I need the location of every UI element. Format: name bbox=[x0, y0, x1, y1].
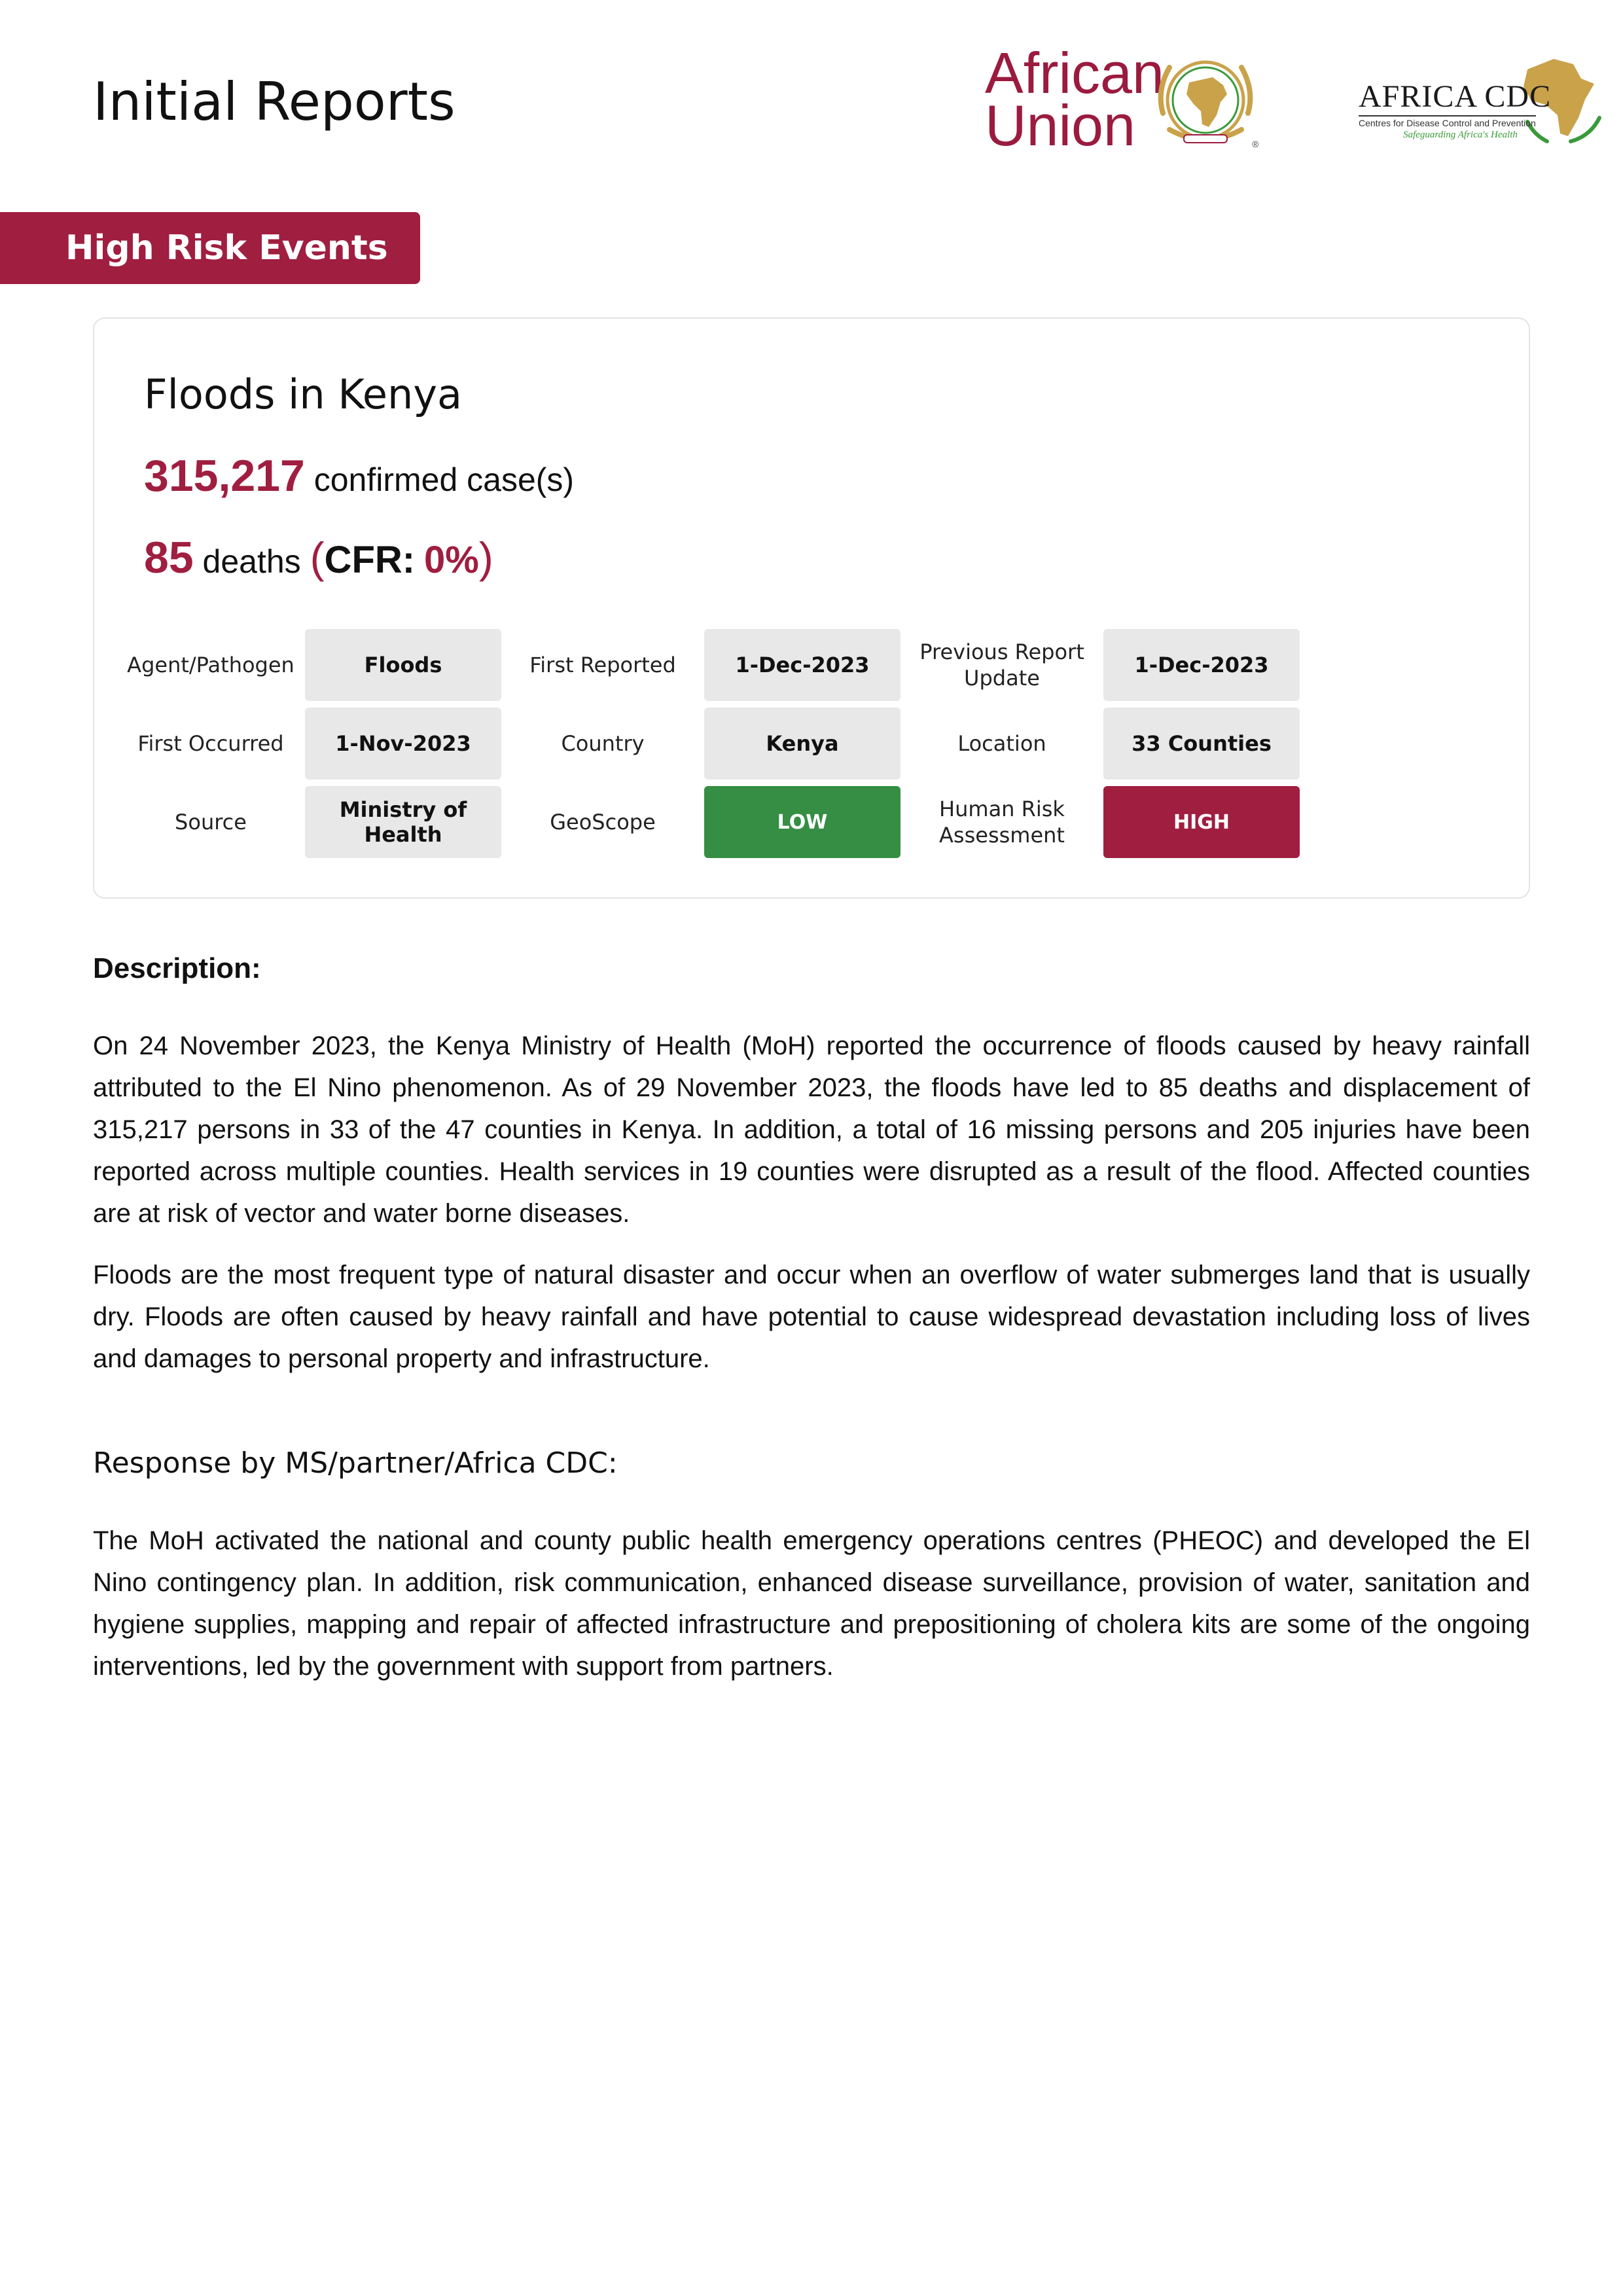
cases-line bbox=[144, 446, 574, 509]
deaths-text: deaths bbox=[202, 543, 301, 580]
previous-update-label: Previous Report Update bbox=[919, 639, 1084, 691]
first-occurred-value: 1-Nov-2023 bbox=[305, 708, 501, 780]
location-label: Location bbox=[957, 731, 1046, 756]
au-emblem-icon bbox=[1150, 51, 1261, 152]
african-union-wordmark bbox=[985, 41, 1164, 158]
description-paragraph-2: Floods are the most frequent type of natural disaster and occur when an overflow of water submerges land that is usually dry. Floods are often caused by heavy rainfall and have potential to cause widespread devastation including loss of lives and damages to personal property and infrastructure. bbox=[93, 1261, 1530, 1373]
description-heading: Description: bbox=[93, 952, 261, 984]
agent-value: Floods bbox=[305, 629, 501, 701]
cfr-close-paren: ) bbox=[478, 533, 493, 582]
cdc-title: AFRICA CDC bbox=[1359, 79, 1552, 114]
location-value: 33 Counties bbox=[1103, 708, 1300, 780]
country-label: Country bbox=[561, 731, 645, 756]
african-union-logo bbox=[985, 41, 1266, 158]
country-value: Kenya bbox=[704, 708, 901, 780]
first-reported-value: 1-Dec-2023 bbox=[704, 629, 901, 701]
description-paragraph-1: On 24 November 2023, the Kenya Ministry of Health (MoH) reported the occurrence of floods caused by heavy rainfall attributed to the El Nino phenomenon. As of 29 November 2023, the floods have led to 85 deaths and displacement of 315,217 persons in 33 of the 47 counties in Kenya. In addition, a total of 16 missing persons and 205 injuries have been reported across multiple counties. Health services in 19 counties were disrupted as a result of the flood. Affected counties are at risk of vector and water borne diseases. bbox=[93, 1031, 1530, 1228]
previous-update-value: 1-Dec-2023 bbox=[1103, 629, 1300, 701]
source-label: Source bbox=[175, 810, 247, 834]
cdc-subtitle: Centres for Disease Control and Prevention bbox=[1359, 115, 1536, 128]
source-value: Ministry of Health bbox=[305, 786, 501, 858]
cfr-label: CFR: bbox=[324, 539, 416, 581]
geoscope-badge: LOW bbox=[704, 786, 901, 858]
au-wordmark-line2: Union bbox=[985, 93, 1135, 158]
deaths-number: 85 bbox=[144, 533, 194, 583]
page-title: Initial Reports bbox=[93, 71, 455, 132]
au-wordmark-line1: African bbox=[985, 41, 1164, 105]
risk-assessment-badge: HIGH bbox=[1103, 786, 1300, 858]
event-title: Floods in Kenya bbox=[144, 370, 463, 418]
cfr-open-paren: ( bbox=[310, 533, 325, 582]
first-reported-label: First Reported bbox=[529, 653, 676, 677]
cfr-value: 0% bbox=[423, 539, 479, 581]
deaths-line bbox=[144, 525, 493, 594]
agent-label: Agent/Pathogen bbox=[127, 653, 294, 677]
cases-number: 315,217 bbox=[144, 451, 305, 501]
cases-text: confirmed case(s) bbox=[313, 461, 575, 498]
risk-assessment-label: Human Risk Assessment bbox=[939, 797, 1065, 848]
africa-cdc-logo bbox=[1348, 47, 1610, 152]
registered-mark: ® bbox=[1252, 139, 1259, 149]
response-heading: Response by MS/partner/Africa CDC: bbox=[93, 1446, 618, 1480]
event-details-grid bbox=[116, 629, 1300, 858]
cdc-tagline: Safeguarding Africa's Health bbox=[1403, 130, 1518, 140]
event-card bbox=[93, 317, 1530, 899]
high-risk-events-banner: High Risk Events bbox=[0, 212, 420, 284]
first-occurred-label: First Occurred bbox=[137, 731, 284, 756]
response-paragraph: The MoH activated the national and county public health emergency operations centres (PHEOC) and developed the El Nino contingency plan. In addition, risk communication, enhanced disease surveillance, provision of water, sanitation and hygiene supplies, mapping and repair of affected infrastructure and prepositioning of cholera kits are some of the ongoing interventions, led by the government with support from partners. bbox=[93, 1526, 1530, 1681]
geoscope-label: GeoScope bbox=[550, 810, 656, 834]
